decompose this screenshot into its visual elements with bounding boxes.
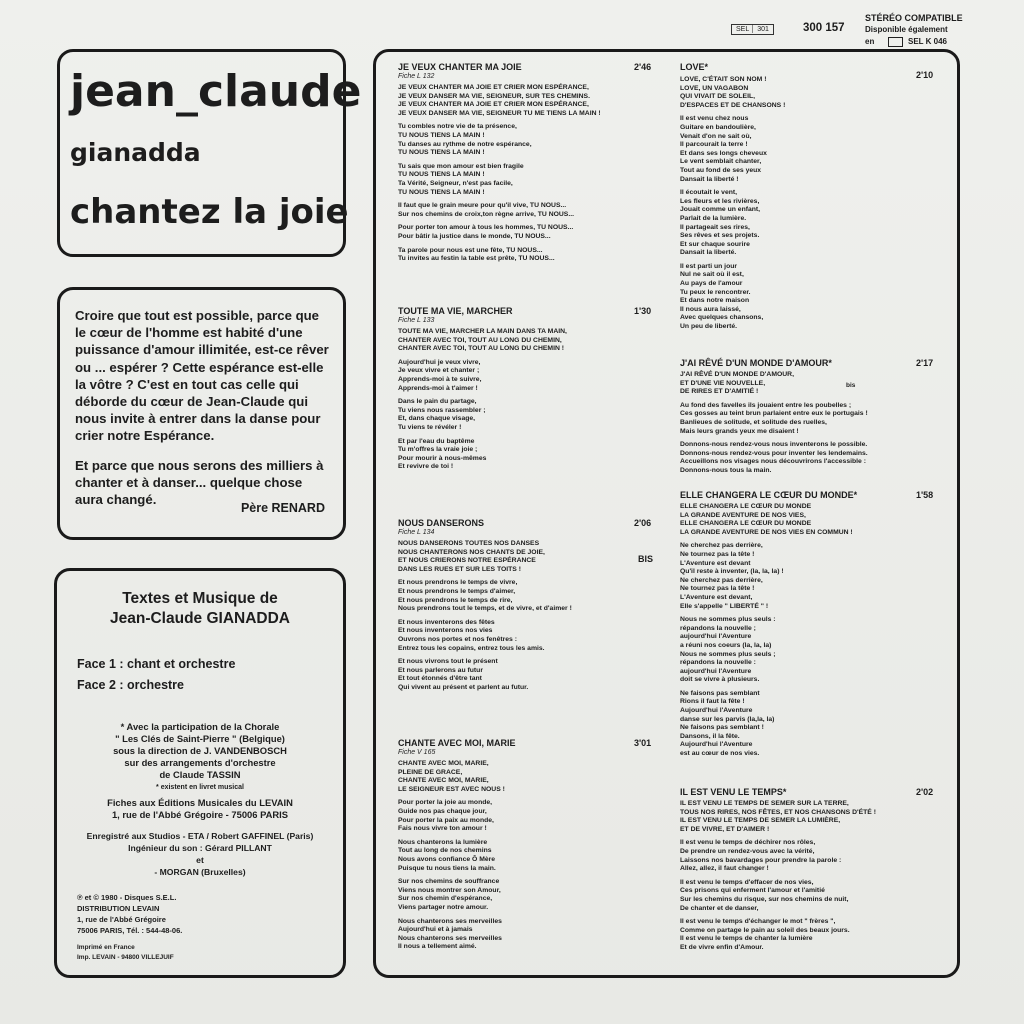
lyric-line: TOUS NOS RIRES, NOS FÊTES, ET NOS CHANSONS D'ÉTÉ ! <box>680 808 876 816</box>
cassette-icon <box>888 37 903 47</box>
lyric-line: NOUS DANSERONS TOUTES NOS DANSES <box>398 540 540 547</box>
lyric-line: Jouait comme un enfant, <box>680 206 761 214</box>
lyric-line: TU NOUS TIENS LA MAIN ! <box>398 171 485 179</box>
lyric-line: répandons la nouvelle ; <box>680 624 756 632</box>
song-bis: bis <box>846 382 856 389</box>
face-2: Face 2 : orchestre <box>77 678 184 692</box>
lyric-line: Sur nos chemins de souffrance <box>398 878 500 886</box>
lyric-line: Dansons, il la fête. <box>680 732 740 740</box>
quote-text <box>75 307 333 520</box>
lyric-line: Et nous prendrons le temps de rire, <box>398 596 513 604</box>
song-fiche: Fiche V 165 <box>398 749 436 756</box>
lyric-line: Au fond des favelles ils jouaient entre les poubelles ; <box>680 401 852 409</box>
lyric-line: Ne faisons pas semblant <box>680 689 760 697</box>
lyric-line: DANS LES RUES ET SUR LES TOITS ! <box>398 565 521 573</box>
lyric-line: Un peu de liberté. <box>680 323 738 331</box>
participation-line-2: " Les Clés de Saint-Pierre " (Belgique) <box>115 733 285 744</box>
lyric-line: Ta Vérité, Seigneur, n'est pas facile, <box>398 179 513 187</box>
lyric-line: LOVE, UN VAGABON <box>680 84 749 92</box>
lyric-line: Comme on partage le pain au soleil des beaux jours. <box>680 926 850 934</box>
lyric-line: Et nous prendrons le temps d'aimer, <box>398 587 516 595</box>
lyric-line: Dans le pain du partage, <box>398 398 477 406</box>
song-title: CHANTE AVEC MOI, MARIE <box>398 738 516 748</box>
artist-last-name: gianadda <box>70 138 201 167</box>
lyric-line: Nous chanterons ses merveilles <box>398 934 502 942</box>
title-box <box>57 49 362 257</box>
lyric-line: Sur les chemins du risque, sur nos chemins de nuit, <box>680 895 849 903</box>
song-lyrics <box>680 371 868 476</box>
copyright-line-1: ℗ et © 1980 - Disques S.E.L. <box>77 893 177 902</box>
lyric-line: Qu'il reste à inventer, (la, la, la) ! <box>680 568 784 576</box>
lyric-line: Et nous inventerons des fêtes <box>398 618 495 626</box>
copyright-line-3: 1, rue de l'Abbé Grégoire <box>77 915 166 924</box>
sel-label-box: SEL │ 301 <box>731 24 774 35</box>
song-lyrics <box>398 84 601 264</box>
lyric-line: Tu viens nous rassembler ; <box>398 406 486 414</box>
lyric-line: Pour porter la joie au monde, <box>398 799 493 807</box>
cassette-ref: SEL K 046 <box>908 37 947 46</box>
song-duration: 1'58 <box>916 490 934 500</box>
song-title: J'AI RÊVÉ D'UN MONDE D'AMOUR* <box>680 358 832 368</box>
lyric-line: Avec quelques chansons, <box>680 314 764 322</box>
lyric-line: JE VEUX DANSER MA VIE, SEIGNEUR TU ME TIENS LA MAIN ! <box>398 109 601 117</box>
lyric-line: Et nous parlerons au futur <box>398 666 483 674</box>
lyric-line: Il est parti un jour <box>680 262 738 270</box>
lyric-line: CHANTER AVEC TOI, TOUT AU LONG DU CHEMIN, <box>398 336 562 344</box>
lyric-line: Le vent semblait chanter, <box>680 158 762 166</box>
song-title: JE VEUX CHANTER MA JOIE <box>398 62 522 72</box>
sel-label: SEL <box>736 26 749 33</box>
lyric-line: Venait d'on ne sait où, <box>680 132 752 140</box>
participation-line-1: * Avec la participation de la Chorale <box>120 721 280 732</box>
lyric-line: Il parcourait la terre ! <box>680 141 748 149</box>
lyric-line: Nous chanterons ses merveilles <box>398 917 502 925</box>
lyric-line: Nous avons confiance Ô Mère <box>398 855 496 863</box>
lyric-line: Sur nos chemin d'espérance, <box>398 895 493 903</box>
lyric-line: Donnons-nous rendez-vous pour inventer les lendemains. <box>680 449 868 457</box>
lyric-line: J'AI RÊVÉ D'UN MONDE D'AMOUR, <box>680 371 794 378</box>
lyric-line: doit se vivre à plusieurs. <box>680 676 760 684</box>
lyric-line: Nul ne sait où il est, <box>680 271 744 279</box>
lyric-line: CHANTER AVEC TOI, TOUT AU LONG DU CHEMIN ! <box>398 345 565 353</box>
copyright-line-2: DISTRIBUTION LEVAIN <box>77 904 160 913</box>
lyric-line: Il nous a tellement aimé. <box>398 943 477 951</box>
lyric-line: Il partageait ses rires, <box>680 223 750 231</box>
lyric-line: Rions il faut la fête ! <box>680 698 745 706</box>
lyric-line: Mais leurs grands yeux me disaient ! <box>680 427 799 435</box>
song-duration: 1'30 <box>634 306 652 316</box>
lyric-line: CHANTE AVEC MOI, MARIE, <box>398 777 489 785</box>
lyric-line: Parlait de la lumière. <box>680 214 747 222</box>
lyric-line: Et nous vivrons tout le présent <box>398 658 498 666</box>
lyric-line: Et dans notre maison <box>680 297 750 305</box>
lyric-line: est au cœur de nos vies. <box>680 750 760 758</box>
lyric-line: IL EST VENU LE TEMPS DE SEMER SUR LA TERRE, <box>680 800 849 807</box>
lyric-line: Aujourd'hui l'Aventure <box>680 741 753 749</box>
credits-heading-2: Jean-Claude GIANADDA <box>110 610 290 627</box>
lyric-line: Et nous prendrons le temps de vivre, <box>398 579 518 587</box>
lyric-line: LE SEIGNEUR EST AVEC NOUS ! <box>398 785 505 793</box>
quote-paragraph-2: Et parce que nous serons des milliers à chanter et à danser... quelque chose aura changé. <box>75 457 324 508</box>
credits-heading-1: Textes et Musique de <box>122 590 278 607</box>
lyric-line: Pour porter ton amour à tous les hommes, TU NOUS... <box>398 224 574 232</box>
album-title: chantez la joie <box>70 192 349 232</box>
lyric-line: JE VEUX CHANTER MA JOIE ET CRIER MON ESPÉRANCE, <box>398 101 589 109</box>
song-title: TOUTE MA VIE, MARCHER <box>398 306 513 316</box>
lyric-line: Et par l'eau du baptême <box>398 437 475 445</box>
lyric-line: Entrez tous les copains, entrez tous les amis. <box>398 644 545 652</box>
quote-box <box>57 287 346 540</box>
lyric-line: Viens partager notre amour. <box>398 903 489 911</box>
lyric-line: Aujourd'hui et à jamais <box>398 926 473 934</box>
lyric-line: Et sur chaque sourire <box>680 240 750 248</box>
lyric-line: a réuni nos coeurs (la, la, la) <box>680 641 772 649</box>
face-1: Face 1 : chant et orchestre <box>77 657 236 671</box>
song-bis: BIS <box>638 554 654 564</box>
lyric-line: NOUS CHANTERONS NOS CHANTS DE JOIE, <box>398 548 545 556</box>
lyric-line: Nous ne sommes plus seuls : <box>680 616 776 624</box>
lyric-line: Et revivre de toi ! <box>398 463 454 471</box>
lyric-line: aujourd'hui l'Aventure <box>680 667 752 675</box>
lyric-line: Et, dans chaque visage, <box>398 415 476 423</box>
lyric-line: Viens nous montrer son Amour, <box>398 886 501 894</box>
lyric-line: ET D'UNE VIE NOUVELLE, <box>680 379 766 387</box>
lyric-line: Tu danses au rythme de notre espérance, <box>398 140 532 148</box>
lyric-line: Laissons nos bavardages pour prendre la parole : <box>680 856 842 864</box>
lyric-line: Guitare en bandoulière, <box>680 123 756 131</box>
lyric-line: Donnons-nous rendez-vous nous inventerons le possible. <box>680 441 868 449</box>
lyric-line: ELLE CHANGERA LE CŒUR DU MONDE <box>680 503 812 510</box>
studio-line-3: et <box>196 855 204 865</box>
song-lyrics <box>680 800 876 953</box>
lyric-line: Banlieues de solitude, et solitude des ruelles, <box>680 418 827 426</box>
song-lyrics <box>398 540 572 693</box>
lyric-line: Apprends-moi à t'aimer ! <box>398 384 478 392</box>
lyric-line: IL EST VENU LE TEMPS DE SEMER LA LUMIÈRE, <box>680 817 841 825</box>
song-duration: 2'02 <box>916 787 934 797</box>
song-duration: 2'10 <box>916 70 934 80</box>
fiches-line-2: 1, rue de l'Abbé Grégoire - 75006 PARIS <box>111 809 289 820</box>
lyric-line: aujourd'hui l'Aventure <box>680 633 752 641</box>
lyric-line: LOVE, C'ÉTAIT SON NOM ! <box>680 76 767 83</box>
lyric-line: Guide nos pas chaque jour, <box>398 807 487 815</box>
quote-paragraph-1: Croire que tout est possible, parce que le cœur de l'homme est habité d'une puissance d'amour illimitée, est-ce rêver ou ... espérer ? Cette espérance est-elle la vôtre ? C'est en tout cas celle qui déborde du cœur de Jean-Claude qui nous invite à entrer dans la danse pour crier notre Espérance. <box>75 308 329 444</box>
lyric-line: Pour mourir à nous-mêmes <box>398 454 487 462</box>
lyric-line: Tu sais que mon amour est bien fragile <box>398 162 524 170</box>
available-also: Disponible également <box>865 25 948 34</box>
song-title: ELLE CHANGERA LE CŒUR DU MONDE* <box>680 490 858 500</box>
sel-number: 301 <box>757 26 769 33</box>
lyric-line: Tu peux le rencontrer. <box>680 288 751 296</box>
lyric-line: Apprends-moi à te suivre, <box>398 375 482 383</box>
credits-box <box>54 568 346 978</box>
lyric-line: DE RIRES ET D'AMITIÉ ! <box>680 388 759 396</box>
lyric-line: LA GRANDE AVENTURE DE NOS VIES, <box>680 511 806 519</box>
available-en: en <box>865 37 875 46</box>
song-duration: 2'46 <box>634 62 652 72</box>
lyric-line: Il est venu le temps d'effacer de nos vies, <box>680 878 814 886</box>
lyric-line: De prendre un rendez-vous avec la vérité, <box>680 847 815 855</box>
printed-line-2: Imp. LEVAIN - 94800 VILLEJUIF <box>77 954 174 961</box>
song-title: LOVE* <box>680 62 709 72</box>
song-lyrics <box>680 76 785 332</box>
lyric-line: Ne cherchez pas derrière, <box>680 542 763 550</box>
lyric-line: Ouvrons nos portes et nos fenêtres : <box>398 635 517 643</box>
song-duration: 3'01 <box>634 738 652 748</box>
lyric-line: TU NOUS TIENS LA MAIN ! <box>398 131 485 139</box>
lyric-line: Tu combles notre vie de ta présence, <box>398 123 517 131</box>
song-title: IL EST VENU LE TEMPS* <box>680 787 787 797</box>
lyric-line: ELLE CHANGERA LE CŒUR DU MONDE <box>680 520 812 528</box>
lyric-line: PLEINE DE GRACE, <box>398 768 463 776</box>
lyric-line: ET NOUS CRIERONS NOTRE ESPÉRANCE <box>398 557 536 565</box>
lyric-line: Pour porter la paix au monde, <box>398 816 494 824</box>
lyric-line: TU NOUS TIENS LA MAIN ! <box>398 149 485 157</box>
lyric-line: Tu m'offres la vraie joie ; <box>398 446 478 454</box>
lyric-line: danse sur les parvis (la,la, la) <box>680 715 775 723</box>
lyric-line: Aujourd'hui l'Aventure <box>680 707 753 715</box>
lyric-line: Et tout étonnés d'être tant <box>398 675 482 683</box>
lyric-line: Sur nos chemins de croix,ton règne arrive, TU NOUS... <box>398 210 575 218</box>
lyric-line: Tout au long de nos chemins <box>398 847 492 855</box>
song-fiche: Fiche L 134 <box>398 529 435 536</box>
lyric-line: Qui vivent au présent et parlent au futur. <box>398 683 529 691</box>
lyric-line: Et dans ses longs cheveux <box>680 149 767 157</box>
lyric-line: Ne cherchez pas derrière, <box>680 576 763 584</box>
lyric-line: répandons la nouvelle : <box>680 659 756 667</box>
lyric-line: Et nous inventerons nos vies <box>398 627 493 635</box>
lyric-line: JE VEUX DANSER MA VIE, SEIGNEUR, SUR TES CHEMINS. <box>398 92 590 100</box>
lyric-line: Accueillons nos visages nous découvrirons l'accessible : <box>680 458 866 466</box>
lyric-line: Ne tournez pas la tête ! <box>680 550 755 558</box>
lyric-line: Il écoutait le vent, <box>680 189 738 197</box>
copyright-line-4: 75006 PARIS, Tél. : 544-48-06. <box>77 926 183 935</box>
song-duration: 2'17 <box>916 358 934 368</box>
lyric-line: JE VEUX CHANTER MA JOIE ET CRIER MON ESPÉRANCE, <box>398 84 589 91</box>
lyric-line: Allez, allez, il faut changer ! <box>680 865 769 873</box>
lyric-line: TOUTE MA VIE, MARCHER LA MAIN DANS TA MAIN, <box>398 328 567 335</box>
lyric-line: QUI VIVAIT DE SOLEIL, <box>680 93 756 101</box>
lyric-line: TU NOUS TIENS LA MAIN ! <box>398 188 485 196</box>
lyric-line: Nous prendrons tout le temps, et de vivre, et d'aimer ! <box>398 605 572 613</box>
lyric-line: Aujourd'hui je veux vivre, <box>398 358 481 366</box>
lyric-line: LA GRANDE AVENTURE DE NOS VIES EN COMMUN ! <box>680 528 853 536</box>
lyric-line: Elle s'appelle " LIBERTÉ " ! <box>680 602 769 610</box>
artist-first-name: jean_claude <box>70 66 362 117</box>
participation-line-3: sous la direction de J. VANDENBOSCH <box>113 745 287 756</box>
lyric-line: De chanter et de danser, <box>680 904 759 912</box>
lyric-line: Je veux vivre et chanter ; <box>398 367 480 375</box>
lyric-line: Nous ne sommes plus seuls ; <box>680 650 776 658</box>
lyric-line: Il faut que le grain meure pour qu'il vive, TU NOUS... <box>398 202 567 210</box>
lyric-line: Ne faisons pas semblant ! <box>680 724 764 732</box>
livret-note: * existent en livret musical <box>156 784 244 791</box>
lyric-line: Puisque tu nous tiens la main. <box>398 864 496 872</box>
lyric-line: Il est venu le temps d'échanger le mot " frères ", <box>680 918 836 926</box>
studio-line-2: Ingénieur du son : Gérard PILLANT <box>128 843 272 853</box>
participation-line-5: de Claude TASSIN <box>159 769 241 780</box>
lyric-line: Ses rêves et ses projets. <box>680 232 760 240</box>
studio-line-1: Enregistré aux Studios - ETA / Robert GAFFINEL (Paris) <box>86 831 314 841</box>
lyric-line: Il est venu chez nous <box>680 115 749 123</box>
lyric-line: CHANTE AVEC MOI, MARIE, <box>398 760 489 767</box>
printed-line-1: Imprimé en France <box>77 944 135 951</box>
stereo-compatible: STÉRÉO COMPATIBLE <box>865 13 963 23</box>
lyric-line: L'Aventure est devant, <box>680 593 753 601</box>
fiches-line-1: Fiches aux Éditions Musicales du LEVAIN <box>107 797 293 808</box>
lyric-line: Et de vivre enfin d'Amour. <box>680 943 764 951</box>
song-fiche: Fiche L 132 <box>398 73 435 80</box>
lyric-line: L'Aventure est devant <box>680 559 751 567</box>
song-title: NOUS DANSERONS <box>398 518 485 528</box>
participation-line-4: sur des arrangements d'orchestre <box>124 757 276 768</box>
lyric-line: Dansait la liberté. <box>680 249 737 257</box>
lyric-line: D'ESPACES ET DE CHANSONS ! <box>680 101 786 109</box>
studio-line-4: - MORGAN (Bruxelles) <box>154 867 246 877</box>
lyric-line: Tout au fond de ses yeux <box>680 166 762 174</box>
song-duration: 2'06 <box>634 518 652 528</box>
lyric-line: Il nous aura laissé, <box>680 305 741 313</box>
lyric-line: Ne tournez pas la tête ! <box>680 585 755 593</box>
lyric-line: ET DE VIVRE, ET D'AIMER ! <box>680 825 770 833</box>
quote-signature: Père RENARD <box>240 501 325 515</box>
lyric-line: Donnons-nous tous la main. <box>680 466 772 474</box>
lyric-line: Tu viens te révéler ! <box>398 423 462 431</box>
lyric-line: Au pays de l'amour <box>680 280 743 288</box>
lyric-line: Ces gosses au teint brun parlaient entre eux le portugais ! <box>680 410 868 418</box>
lyric-line: Dansait la liberté ! <box>680 175 739 183</box>
lyric-line: Nous chanterons la lumière <box>398 838 488 846</box>
lyric-line: Ces prisons qui enferment l'amour et l'amitié <box>680 887 825 895</box>
lyric-line: Ta parole pour nous est une fête, TU NOUS... <box>398 246 543 254</box>
lyric-line: Il est venu le temps de déchirer nos rôles, <box>680 839 816 847</box>
catalog-number: 300 157 <box>803 22 845 34</box>
song-lyrics <box>398 328 567 472</box>
lyric-line: Pour bâtir la justice dans le monde, TU NOUS... <box>398 232 551 240</box>
song-lyrics <box>398 760 505 952</box>
lyric-line: Fais nous vivre ton amour ! <box>398 825 487 833</box>
lyric-line: Les fleurs et les rivières, <box>680 197 760 205</box>
song-lyrics <box>680 503 853 759</box>
song-fiche: Fiche L 133 <box>398 317 435 324</box>
lyric-line: Il est venu le temps de chanter la lumière <box>680 935 813 943</box>
lyric-line: Tu invites au festin la table est prête, TU NOUS... <box>398 255 555 263</box>
